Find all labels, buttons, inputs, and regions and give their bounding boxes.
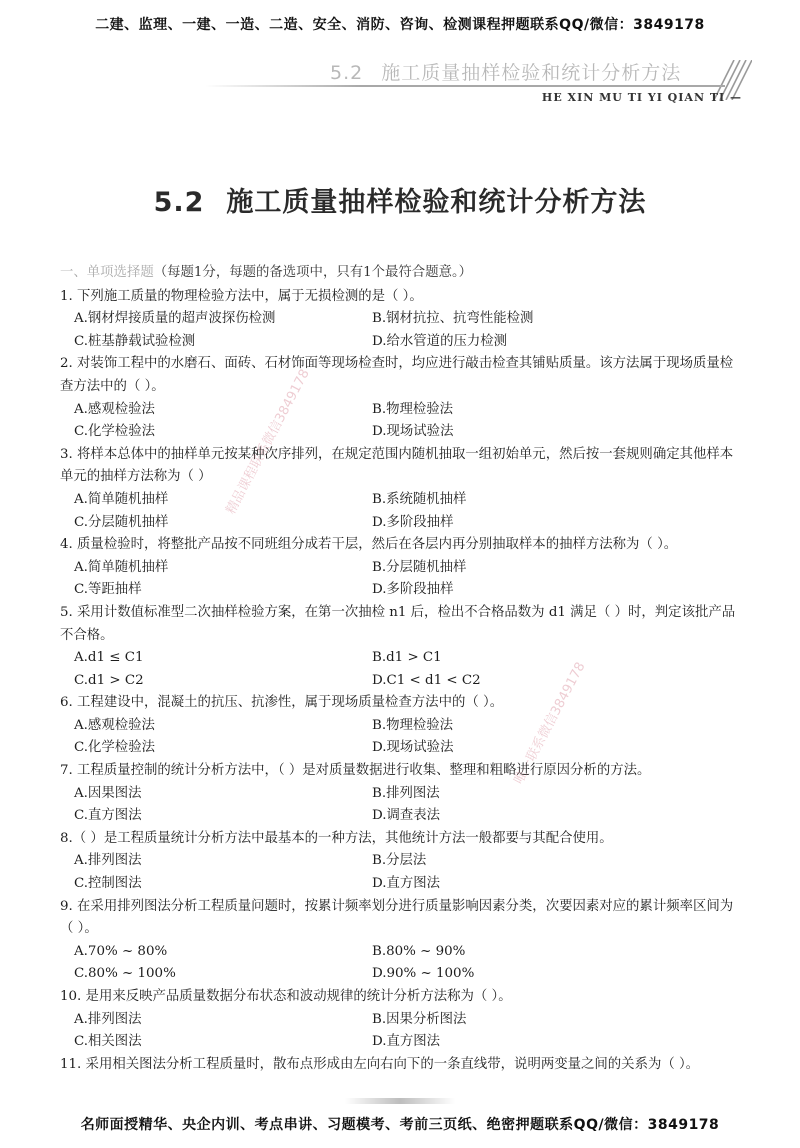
option-a: A.排列图法 <box>74 853 142 869</box>
option-d: D.多阶段抽样 <box>372 514 454 530</box>
option-d: D.现场试验法 <box>372 424 454 440</box>
option-b: B.排列图法 <box>372 785 440 801</box>
question-stem: 9. 在采用排列图法分析工程质量问题时，按累计频率划分进行质量影响因素分类，次要因素对应的累计频率区间为（ ）。 <box>60 898 734 937</box>
option-a: A.简单随机抽样 <box>74 491 169 507</box>
option-c: C.直方图法 <box>74 808 142 824</box>
question-stem: 4. 质量检验时，将整批产品按不同班组分成若干层，然后在各层内再分别抽取样本的抽样方法称为（ ）。 <box>60 537 678 553</box>
option-d: D.多阶段抽样 <box>372 582 454 598</box>
option-grid <box>60 850 740 895</box>
page-title-text: 施工质量抽样检验和统计分析方法 <box>226 187 647 218</box>
question-2 <box>60 353 740 443</box>
option-grid <box>60 783 740 828</box>
option-a: A.简单随机抽样 <box>74 559 169 575</box>
option-d: D.直方图法 <box>372 1034 441 1050</box>
question-4 <box>60 534 740 602</box>
option-d: D.现场试验法 <box>372 740 454 756</box>
question-stem: 7. 工程质量控制的统计分析方法中，（ ）是对质量数据进行收集、整理和粗略进行原因分析的方法。 <box>60 763 651 779</box>
option-b: B.物理检验法 <box>372 401 454 417</box>
question-3 <box>60 444 740 534</box>
option-a: A.d1 ≤ C1 <box>74 650 144 666</box>
option-d: D.90% ~ 100% <box>372 966 475 982</box>
option-c: C.控制图法 <box>74 876 142 892</box>
section-heading <box>60 262 740 285</box>
question-stem: 11. 采用相关图法分析工程质量时，散布点形成由左向右向下的一条直线带，说明两变量之间的关系为（ ）。 <box>60 1056 700 1072</box>
option-b: B.因果分析图法 <box>372 1011 467 1027</box>
option-grid <box>60 647 740 692</box>
option-grid <box>60 715 740 760</box>
question-7 <box>60 760 740 828</box>
option-c: C.80% ~ 100% <box>74 966 176 982</box>
option-c: C.分层随机抽样 <box>74 514 169 530</box>
option-a: A.排列图法 <box>74 1011 142 1027</box>
option-c: C.桩基静载试验检测 <box>74 333 196 349</box>
question-9 <box>60 896 740 986</box>
option-b: B.系统随机抽样 <box>372 491 467 507</box>
option-c: C.化学检验法 <box>74 740 155 756</box>
running-head-title: 施工质量抽样检验和统计分析方法 <box>381 62 682 84</box>
option-c: C.等距抽样 <box>74 582 142 598</box>
running-head-number: 5.2 <box>330 62 364 84</box>
option-c: C.d1 > C2 <box>74 672 144 688</box>
question-8 <box>60 828 740 896</box>
watermark: 精品课程联系微信3849178 <box>223 366 313 517</box>
option-a: A.感观检验法 <box>74 717 155 733</box>
section-heading-note: （每题1分，每题的备选项中，只有1个最符合题意。） <box>153 265 473 280</box>
option-b: B.d1 > C1 <box>372 650 442 666</box>
question-stem: 8.（ ）是工程质量统计分析方法中最基本的一种方法，其他统计方法一般都要与其配合使用。 <box>60 830 613 846</box>
option-grid <box>60 1009 740 1054</box>
option-grid <box>60 399 740 444</box>
page-number-smudge <box>345 1098 455 1104</box>
watermark: 唯一联系微信3849178 <box>511 659 589 787</box>
option-grid <box>60 308 740 353</box>
page-title-number: 5.2 <box>153 187 205 218</box>
option-c: C.化学检验法 <box>74 424 155 440</box>
section-heading-lead: 一、单项选择题 <box>60 265 154 280</box>
option-d: D.直方图法 <box>372 876 441 892</box>
option-c: C.相关图法 <box>74 1034 142 1050</box>
question-stem: 3. 将样本总体中的抽样单元按某种次序排列，在规定范围内随机抽取一组初始单元，然后按一套规则确定其他样本单元的抽样方法称为（ ） <box>60 446 734 485</box>
option-d: D.调查表法 <box>372 808 441 824</box>
question-5 <box>60 602 740 692</box>
page-title <box>0 180 800 219</box>
option-a: A.70% ~ 80% <box>74 943 168 959</box>
question-6 <box>60 692 740 760</box>
question-stem: 10. 是用来反映产品质量数据分布状态和波动规律的统计分析方法称为（ ）。 <box>60 989 512 1004</box>
option-a: A.因果图法 <box>74 785 142 801</box>
question-10 <box>60 986 740 1054</box>
option-grid <box>60 941 740 986</box>
option-d: D.给水管道的压力检测 <box>372 333 508 349</box>
option-a: A.钢材焊接质量的超声波探伤检测 <box>74 311 276 327</box>
question-stem: 1. 下列施工质量的物理检验方法中，属于无损检测的是（ ）。 <box>60 288 423 304</box>
option-a: A.感观检验法 <box>74 401 155 417</box>
question-stem: 5. 采用计数值标准型二次抽样检验方案，在第一次抽检 n1 后，检出不合格品数为 d1 满足（ ）时，判定该批产品不合格。 <box>60 604 736 643</box>
option-b: B.钢材抗拉、抗弯性能检测 <box>372 311 534 327</box>
option-d: D.C1 < d1 < C2 <box>372 672 481 688</box>
question-11 <box>60 1054 740 1077</box>
question-list <box>60 262 740 1076</box>
option-b: B.物理检验法 <box>372 717 454 733</box>
option-b: B.80% ~ 90% <box>372 943 466 959</box>
question-1 <box>60 286 740 354</box>
option-grid <box>60 489 740 534</box>
running-head-pinyin: HE XIN MU TI YI QIAN TI — <box>541 91 742 104</box>
question-stem: 6. 工程建设中，混凝土的抗压、抗渗性，属于现场质量检查方法中的（ ）。 <box>60 695 504 711</box>
running-head-rule <box>205 85 725 87</box>
running-head <box>330 58 690 86</box>
option-b: B.分层随机抽样 <box>372 559 467 575</box>
option-grid <box>60 557 740 602</box>
question-stem: 2. 对装饰工程中的水磨石、面砖、石材饰面等现场检查时，均应进行敲击检查其铺贴质量。该方法属于现场质量检查方法中的（ ）。 <box>60 356 734 394</box>
top-banner: 二建、监理、一建、一造、二造、安全、消防、咨询、检测课程押题联系QQ/微信：3849178 <box>95 17 705 33</box>
bottom-banner: 名师面授精华、央企内训、考点串讲、习题模考、考前三页纸、绝密押题联系QQ/微信：3849178 <box>80 1117 720 1133</box>
option-b: B.分层法 <box>372 853 427 869</box>
